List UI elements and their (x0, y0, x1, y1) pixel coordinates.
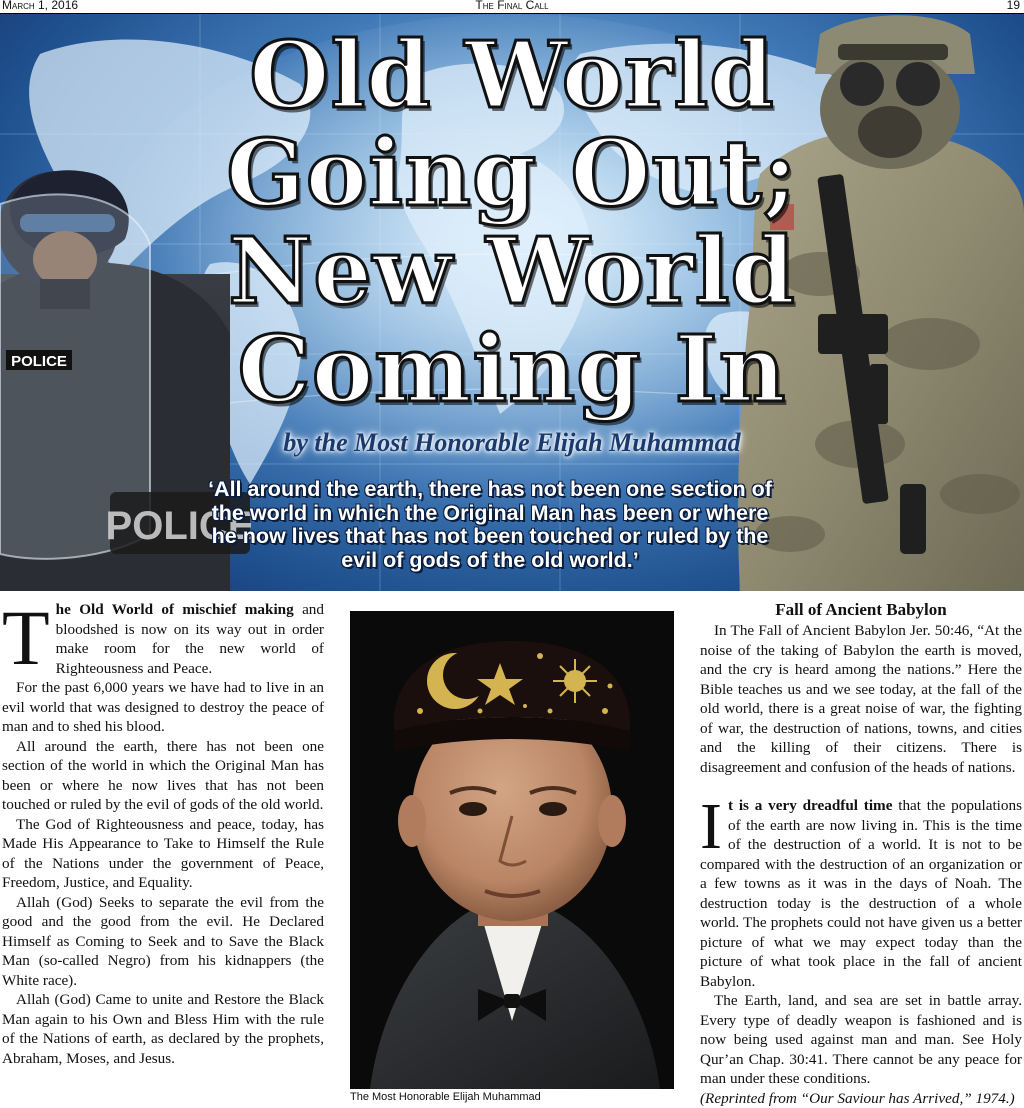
headline-line-1: Old World (249, 21, 775, 129)
lead-bold-text: he Old World of mischief making (55, 601, 294, 618)
body-paragraph: Allah (God) Came to unite and Restore the Black Man again to his Own and Bless Him with the rule of the Nations of earth, as declared by the prophets, Abraham, Moses, and Jesus. (2, 991, 324, 1067)
dropcap: T (2, 594, 50, 681)
section-subhead: Fall of Ancient Babylon (775, 600, 947, 619)
article-column-1 (2, 594, 324, 1068)
publication-name: The Final Call (475, 0, 549, 12)
body-paragraph: The God of Righteousness and peace, today, has Made His Appearance to Take to Himself the Rule of the Nations under the government of Peace, Freedom, Justice, and Equality. (2, 815, 324, 891)
issue-date: March 1, 2016 (2, 0, 79, 12)
running-header (0, 0, 1024, 14)
headline-line-2: Going Out; (226, 119, 798, 227)
shield-police-label: POLICE (11, 353, 67, 370)
body-paragraph: For the past 6,000 years we have had to live in an evil world that was designed to destroy the peace of man and to shed his blood. (2, 679, 324, 735)
paragraph-gap (700, 777, 1022, 796)
byline: by the Most Honorable Elijah Muhammad (283, 428, 741, 457)
lead-paragraph (2, 594, 324, 681)
portrait-photo (350, 611, 674, 1089)
headline (0, 21, 1024, 423)
body-paragraph: All around the earth, there has not been one section of the world in which the Original Man has been or where he now lives that has not been touched or ruled by the evil of gods of the old world. (2, 737, 324, 813)
reprint-credit: (Reprinted from “Our Saviour has Arrived,” 1974.) (700, 1089, 1015, 1107)
lead-text: and bloodshed is now on its way out in order make room for the new world of Righteousness and Peace. (55, 601, 324, 677)
body-paragraph: In The Fall of Ancient Babylon Jer. 50:46, “At the noise of the taking of Babylon the earth is moved, and the cry is heard among the nations.” Here the Bible teaches us and we see today, at the fall of the old world, there is a great noise of war, the fighting of war, the destruction of nations, towns, and cities and the killing of their citizens. There is disagreement and confusion of the heads of nations. (700, 622, 1022, 776)
body-paragraph: Allah (God) Seeks to separate the evil from the good and the good from the evil. He Declared Himself as Coming to Seek and to Save the Black Man (so-called Negro) from his kidnappers (the White race). (2, 893, 324, 989)
headline-line-4: Coming In (237, 315, 787, 423)
portrait-art (350, 611, 674, 1089)
dropcap: I (700, 790, 722, 863)
article-column-3 (700, 600, 1022, 1108)
lead-text: that the populations of the earth are now living in. This is the time of the destruction of a world. It is not to be compared with the destruction of an organization or a few towns as it was in the days of Noah. The destruction today is the destruction of a whole world. The prophets could not have given us a better picture of what we may expect today than the picture of what took place in the fall of ancient Babylon. (700, 797, 1023, 990)
hero-banner (0, 14, 1024, 591)
pull-quote: ‘All around the earth, there has not been one section of the world in which the Original Man has been or where he now lives that has not been touched or ruled by the evil of gods of the old world.’ (208, 477, 772, 572)
lead-bold-text: t is a very dreadful time (727, 797, 893, 814)
photo-caption: The Most Honorable Elijah Muhammad (350, 1091, 541, 1103)
body-paragraph: The Earth, land, and sea are set in battle array. Every type of deadly weapon is fashioned and is now being used against man and man. See Holy Qur’an Chap. 30:41. There cannot be any peace for man under these conditions. (700, 992, 1022, 1087)
vest-police-label: POLICE (105, 504, 255, 548)
page-number: 19 (1006, 0, 1020, 12)
section-lead-paragraph (700, 790, 1023, 991)
headline-line-3: New World (228, 217, 796, 325)
